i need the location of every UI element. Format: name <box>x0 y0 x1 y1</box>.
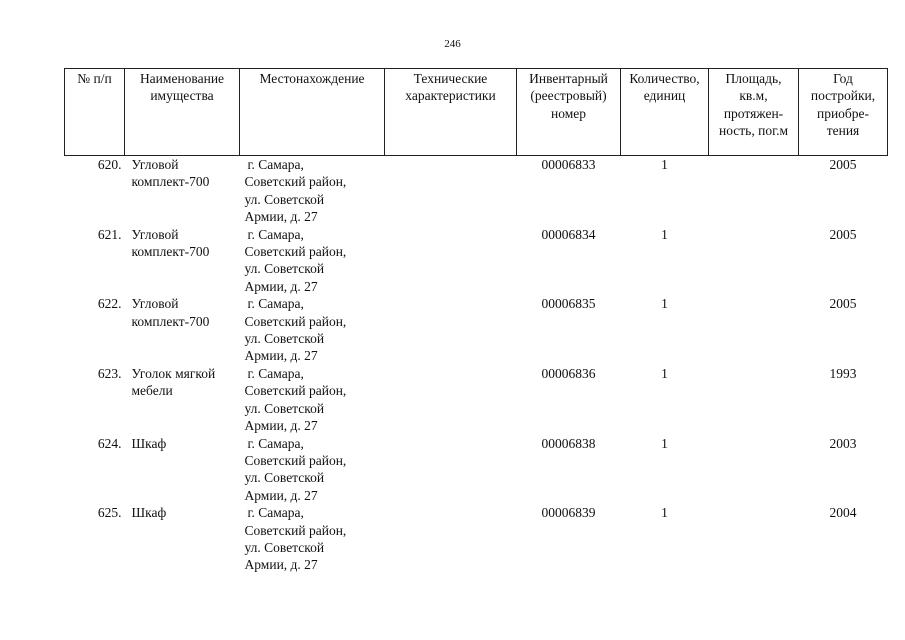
item-area <box>709 365 799 435</box>
item-inventory-number: 00006838 <box>541 435 596 451</box>
item-area <box>709 295 799 365</box>
location-line: ул. Советской <box>244 261 325 277</box>
item-quantity: 1 <box>661 296 668 312</box>
location-line: Советский район, <box>244 313 347 329</box>
location-line: ул. Советской <box>244 539 325 555</box>
table-header-row <box>65 69 888 156</box>
item-tech <box>385 226 517 296</box>
table-row <box>65 504 888 574</box>
header-tech: Технические характеристики <box>385 69 517 156</box>
item-inventory-number: 00006833 <box>541 157 596 172</box>
item-quantity: 1 <box>661 365 668 381</box>
item-year: 1993 <box>829 365 857 381</box>
item-quantity: 1 <box>661 157 668 172</box>
header-area: Площадь, кв.м, протяжен-ность, пог.м <box>709 69 799 156</box>
item-location <box>240 504 385 574</box>
item-name: Угловой комплект-700 <box>131 157 210 190</box>
row-number: 625. <box>97 505 122 521</box>
header-name: Наименование имущества <box>125 69 240 156</box>
item-year: 2003 <box>829 435 857 451</box>
location-line: Армии, д. 27 <box>244 487 318 503</box>
location-line: г. Самара, <box>247 365 304 381</box>
item-tech <box>385 365 517 435</box>
location-line: г. Самара, <box>247 296 304 312</box>
item-inventory-number: 00006834 <box>541 226 596 242</box>
item-location <box>240 365 385 435</box>
table-row <box>65 435 888 505</box>
location-line: Советский район, <box>244 244 347 260</box>
location-line: ул. Советской <box>244 400 325 416</box>
item-area <box>709 156 799 226</box>
header-location: Местонахождение <box>240 69 385 156</box>
item-tech <box>385 504 517 574</box>
item-quantity: 1 <box>661 505 668 521</box>
item-tech <box>385 295 517 365</box>
header-year: Год постройки, приобре-тения <box>799 69 888 156</box>
location-line: Советский район, <box>244 522 347 538</box>
item-area <box>709 504 799 574</box>
location-line: Советский район, <box>244 174 347 190</box>
location-line: Советский район, <box>244 383 347 399</box>
location-line: Армии, д. 27 <box>244 278 318 294</box>
item-year: 2005 <box>829 296 857 312</box>
row-number: 620. <box>97 157 122 172</box>
item-inventory-number: 00006839 <box>541 505 596 521</box>
row-number: 622. <box>97 296 122 312</box>
table-row <box>65 226 888 296</box>
property-table <box>64 68 888 574</box>
item-location <box>240 156 385 226</box>
item-name: Угловой комплект-700 <box>131 226 210 260</box>
item-area <box>709 435 799 505</box>
location-line: Армии, д. 27 <box>244 209 318 225</box>
item-year: 2004 <box>829 505 857 521</box>
row-number: 621. <box>97 226 122 242</box>
item-name: Угловой комплект-700 <box>131 296 210 329</box>
location-line: ул. Советской <box>244 331 325 347</box>
item-inventory-number: 00006835 <box>541 296 596 312</box>
location-line: Армии, д. 27 <box>244 418 318 434</box>
item-tech <box>385 156 517 226</box>
item-tech <box>385 435 517 505</box>
item-quantity: 1 <box>661 435 668 451</box>
item-area <box>709 226 799 296</box>
location-line: Советский район, <box>244 452 347 468</box>
location-line: ул. Советской <box>244 191 325 207</box>
item-year: 2005 <box>829 157 857 172</box>
item-name: Шкаф <box>131 505 167 521</box>
item-quantity: 1 <box>661 226 668 242</box>
header-quantity: Количество, единиц <box>621 69 709 156</box>
item-location <box>240 295 385 365</box>
location-line: Армии, д. 27 <box>244 348 318 364</box>
location-line: г. Самара, <box>247 226 304 242</box>
location-line: г. Самара, <box>247 435 304 451</box>
location-line: г. Самара, <box>247 157 304 172</box>
item-name: Уголок мягкой мебели <box>131 365 216 399</box>
item-location <box>240 435 385 505</box>
header-num: № п/п <box>65 69 125 156</box>
header-inventory: Инвентарный (реестровый) номер <box>517 69 621 156</box>
table-row <box>65 295 888 365</box>
item-inventory-number: 00006836 <box>541 365 596 381</box>
row-number: 624. <box>97 435 122 451</box>
location-line: ул. Советской <box>244 470 325 486</box>
row-number: 623. <box>97 365 122 381</box>
table-row <box>65 156 888 226</box>
table-row <box>65 365 888 435</box>
location-line: Армии, д. 27 <box>244 557 318 573</box>
item-name: Шкаф <box>131 435 167 451</box>
location-line: г. Самара, <box>247 505 304 521</box>
page-number: 246 <box>444 38 461 50</box>
item-location <box>240 226 385 296</box>
item-year: 2005 <box>829 226 857 242</box>
